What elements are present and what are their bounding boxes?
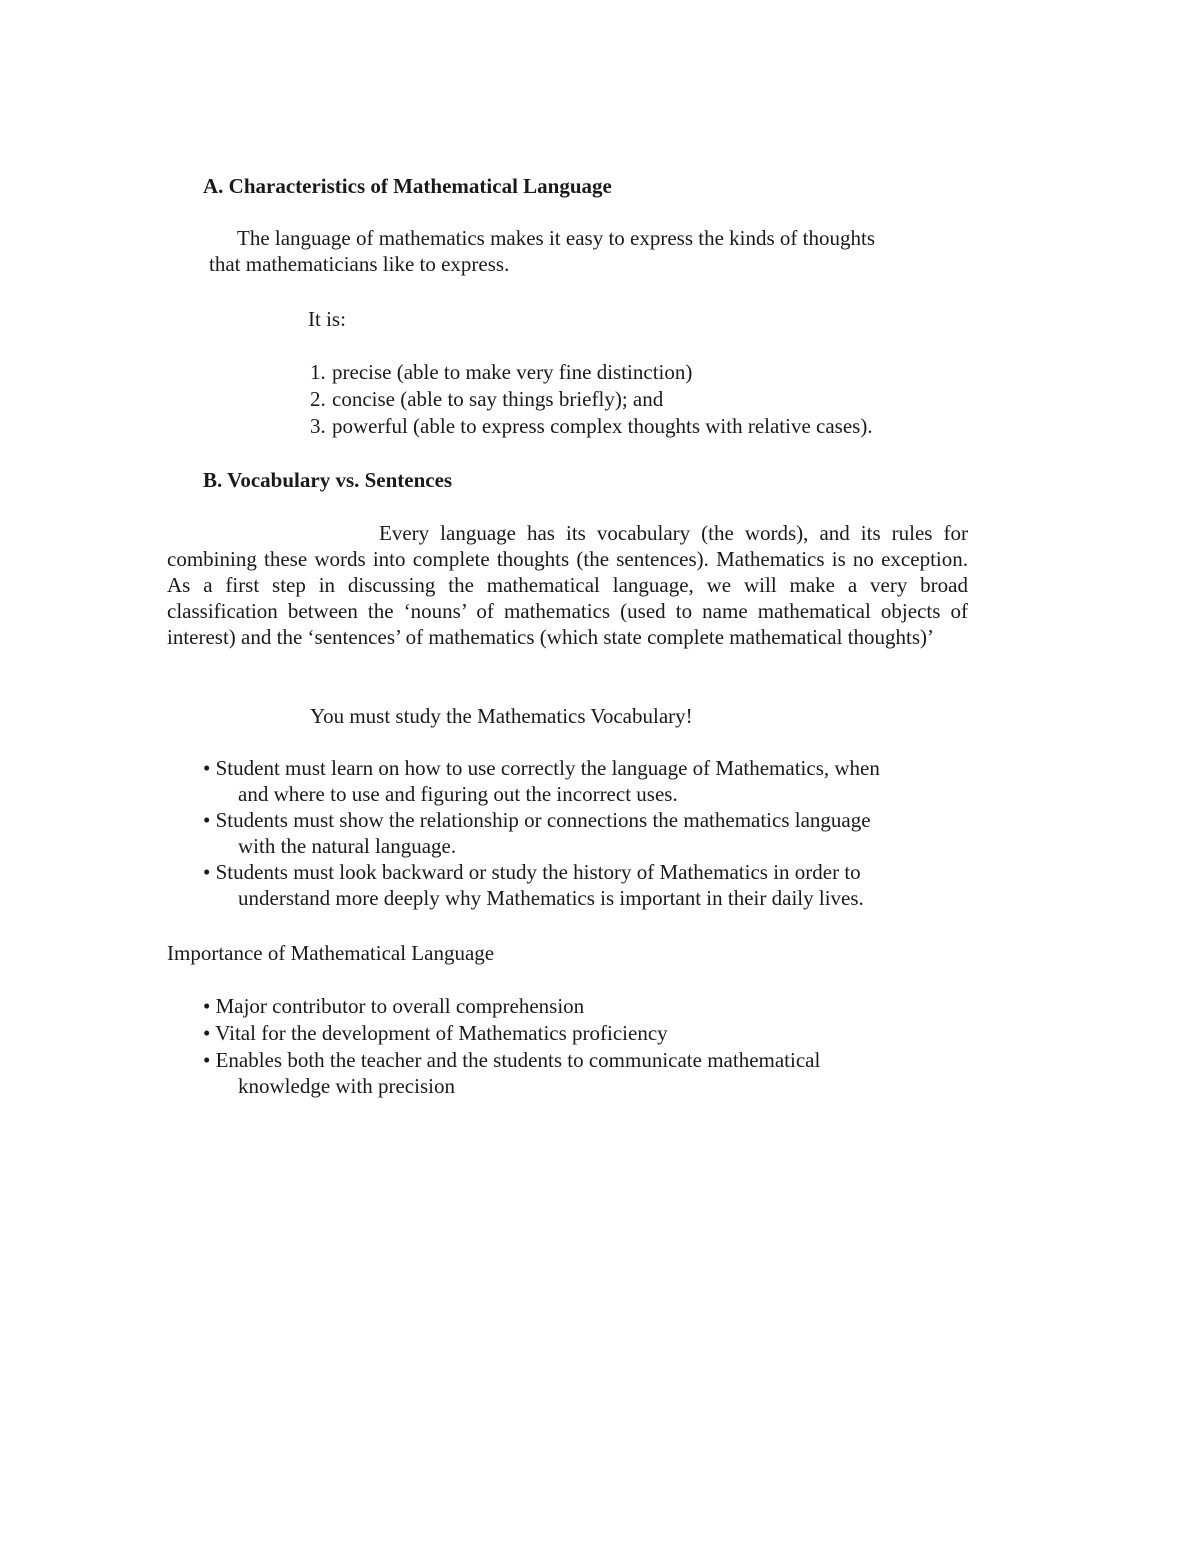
bullet-text-line1: Vital for the development of Mathematics proficiency: [215, 1021, 668, 1045]
must-study-note: You must study the Mathematics Vocabulary!: [310, 704, 693, 728]
list-text: precise (able to make very fine distinction): [332, 360, 693, 384]
bullet-icon: •: [203, 860, 211, 884]
section-a-intro-line2: that mathematicians like to express.: [209, 252, 510, 276]
bullet-text-line1: Students must look backward or study the history of Mathematics in order to: [215, 860, 861, 884]
section-b-heading: B. Vocabulary vs. Sentences: [203, 468, 453, 492]
list-item: [203, 755, 880, 807]
bullet-text-line2: with the natural language.: [238, 834, 457, 858]
bullet-icon: •: [203, 1021, 211, 1045]
list-number: 2.: [310, 387, 326, 411]
list-text: powerful (able to express complex thoughts with relative cases).: [332, 414, 873, 438]
bullet-icon: •: [203, 756, 211, 780]
list-number: 3.: [310, 414, 326, 438]
list-item: [203, 859, 864, 911]
bullet-text-line1: Enables both the teacher and the students to communicate mathematical: [215, 1048, 821, 1072]
characteristics-list-item: [310, 413, 873, 439]
bullet-icon: •: [203, 1048, 211, 1072]
bullet-icon: •: [203, 994, 211, 1018]
importance-heading: Importance of Mathematical Language: [167, 941, 495, 965]
vocabulary-paragraph-text: Every language has its vocabulary (the words), and its rules for combining these words into complete thoughts (the sentences). Mathematics is no exception. As a first step in discussing the mathematical language, we will make a very broad classification between the ‘nouns’ of mathematics (used to name mathematical objects of interest) and the ‘sentences’ of mathematics (which state complete mathematical thoughts)’: [167, 521, 968, 649]
list-item: [203, 807, 871, 859]
section-a-heading: A. Characteristics of Mathematical Language: [203, 174, 612, 198]
bullet-text-line1: Major contributor to overall comprehension: [215, 994, 585, 1018]
list-item: [203, 993, 584, 1019]
bullet-text-line2: knowledge with precision: [238, 1074, 455, 1098]
it-is-label: It is:: [308, 307, 346, 331]
characteristics-list-item: [310, 359, 692, 385]
list-number: 1.: [310, 360, 326, 384]
characteristics-list-item: [310, 386, 663, 412]
list-item: [203, 1020, 668, 1046]
list-text: concise (able to say things briefly); and: [332, 387, 664, 411]
bullet-text-line2: understand more deeply why Mathematics is important in their daily lives.: [238, 886, 864, 910]
section-a-intro-line1: The language of mathematics makes it easy to express the kinds of thoughts: [237, 226, 876, 250]
bullet-text-line1: Students must show the relationship or connections the mathematics language: [215, 808, 871, 832]
bullet-text-line1: Student must learn on how to use correctly the language of Mathematics, when: [215, 756, 880, 780]
list-item: [203, 1047, 820, 1099]
bullet-text-line2: and where to use and figuring out the incorrect uses.: [238, 782, 678, 806]
bullet-icon: •: [203, 808, 211, 832]
vocabulary-paragraph: [167, 520, 968, 650]
